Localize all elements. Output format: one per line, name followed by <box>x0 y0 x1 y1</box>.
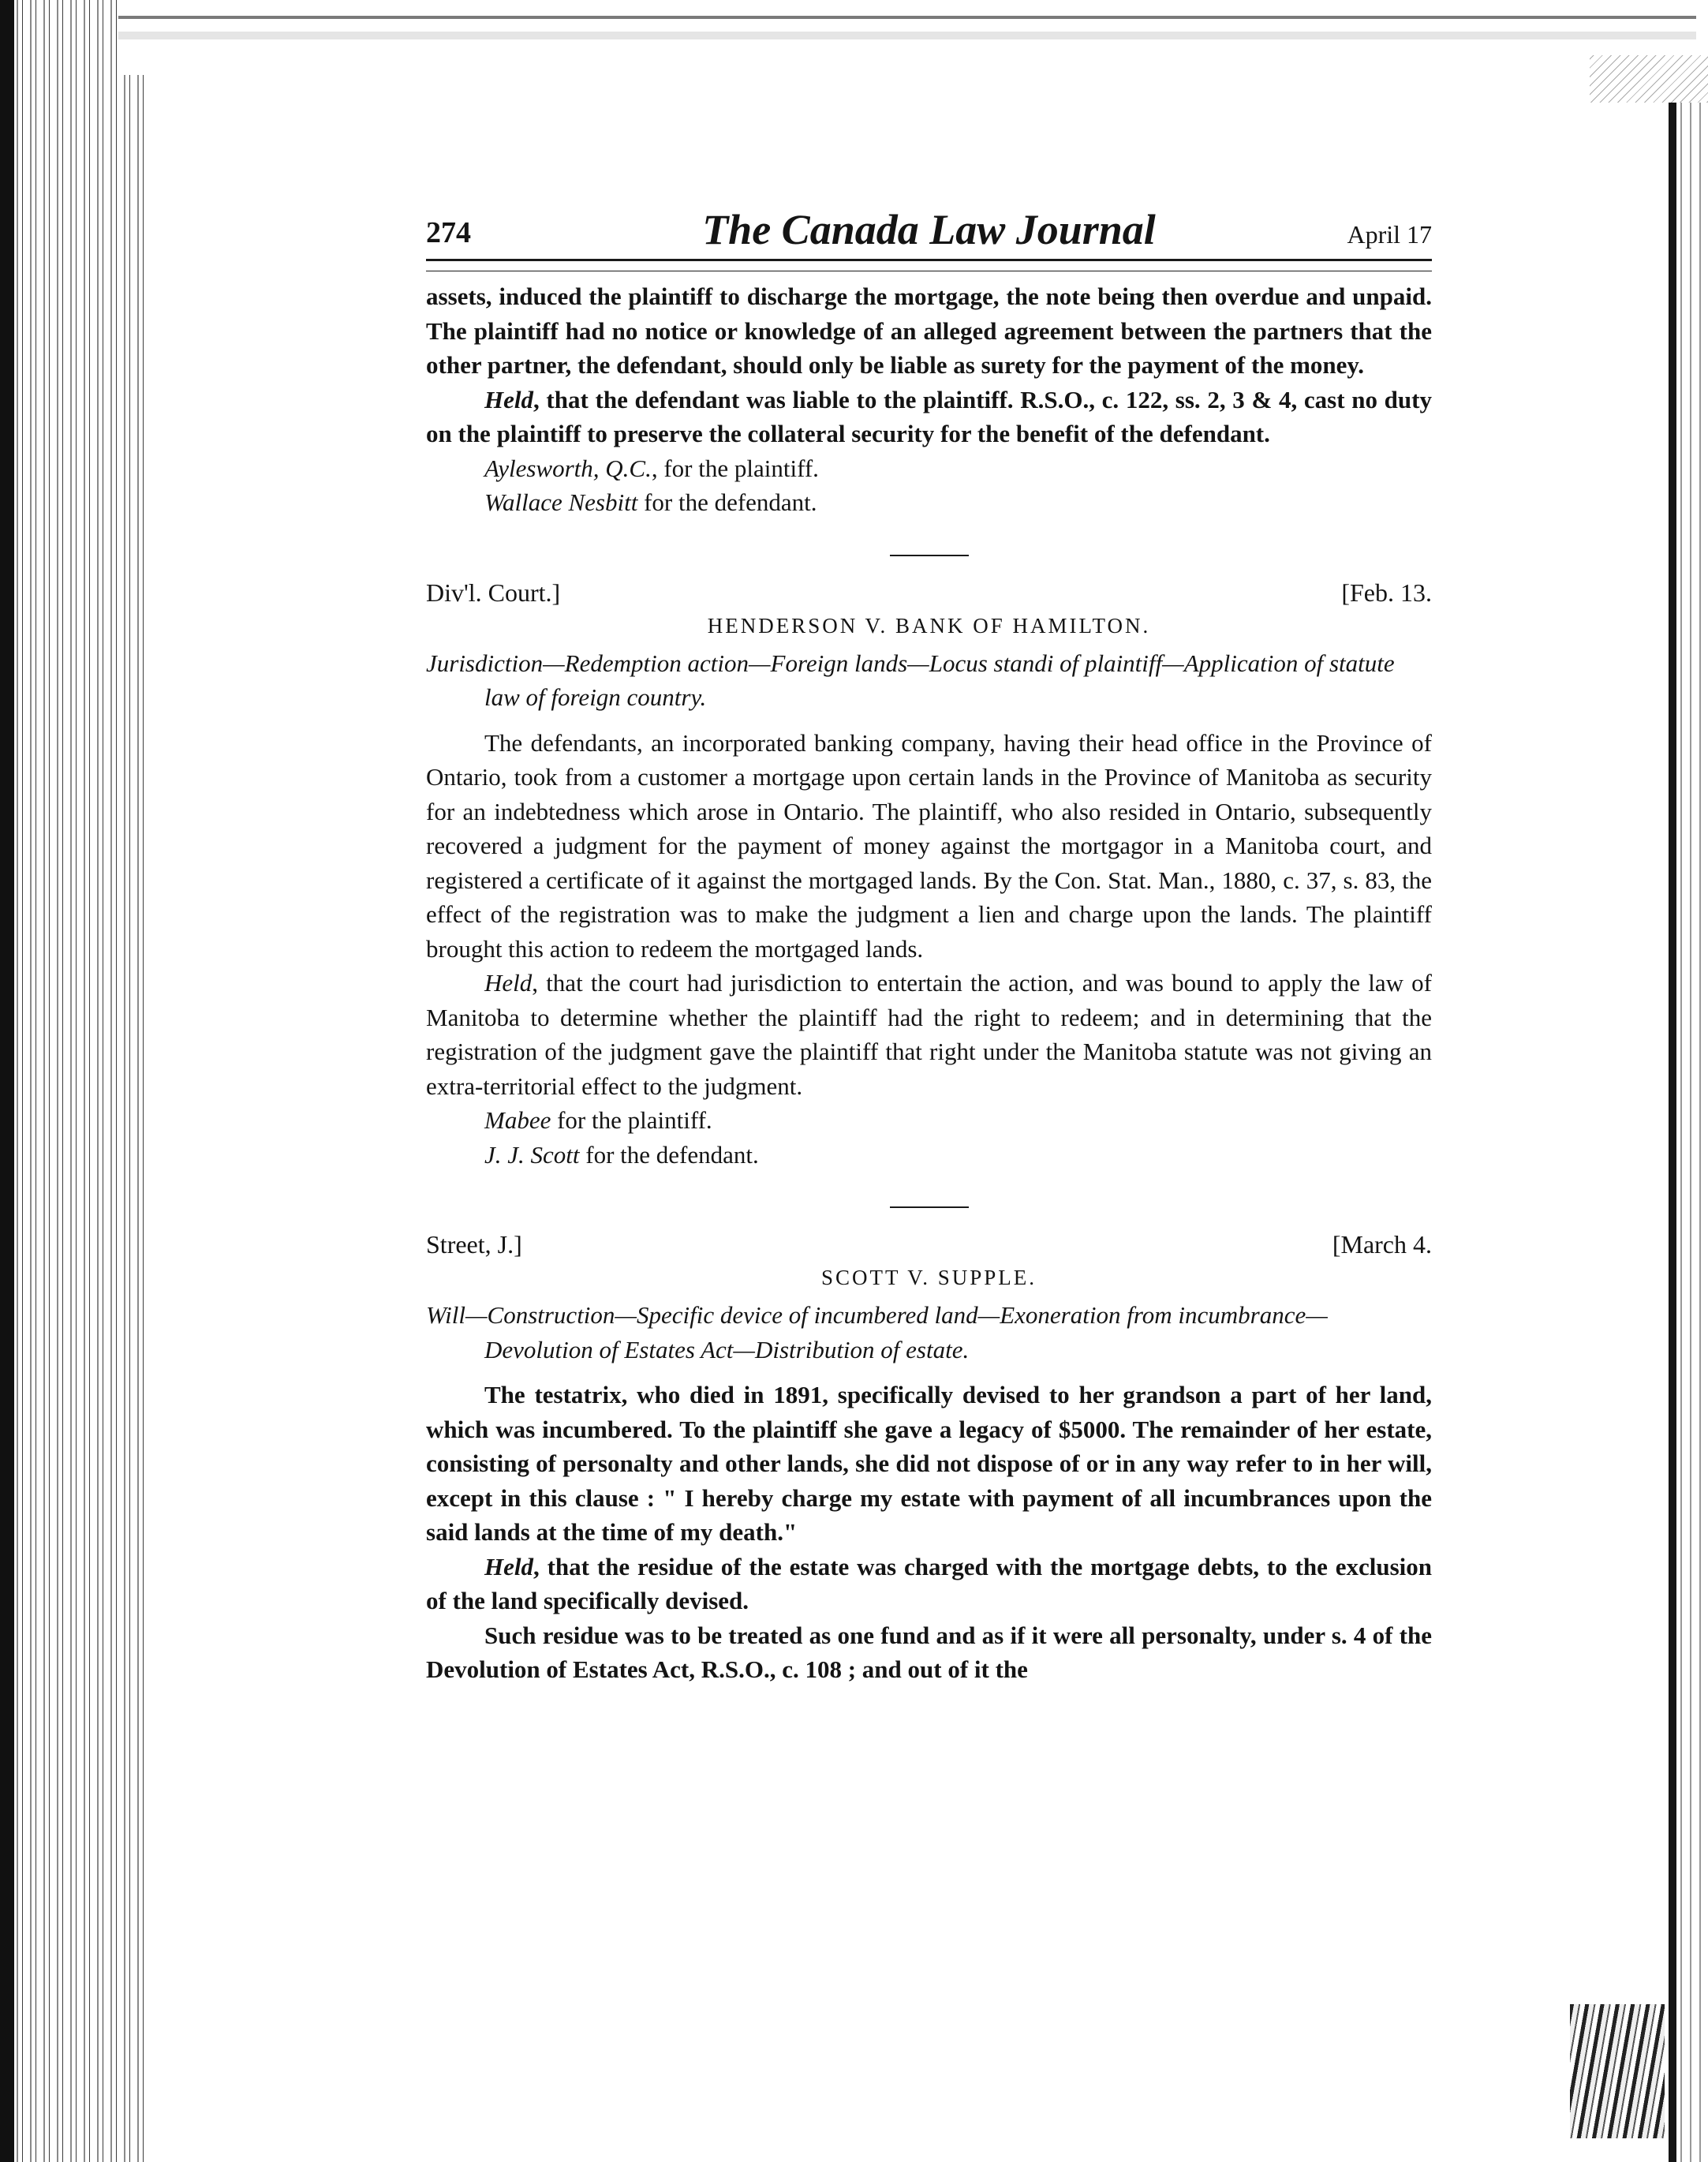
scan-edge-top <box>118 0 1696 75</box>
counsel-name: Mabee <box>484 1106 551 1134</box>
page-number: 274 <box>426 216 471 249</box>
case3-headnote: Will—Construction—Specific device of incumbered land—Exoneration from incumbrance—Devolution of Estates Act—Distribution of estate. <box>426 1301 1328 1363</box>
held-text: , that the court had jurisdiction to entertain the action, and was bound to apply the law of Manitoba to determine whether the plaintiff had the right to redeem; and in determining that the registration of the judgment gave the plaintiff that right under the Manitoba statute was not giving an extra-territorial effect to the judgment. <box>426 969 1432 1100</box>
counsel-role: for the plaintiff. <box>551 1106 712 1134</box>
case3-court-row <box>426 1227 1432 1262</box>
counsel-name: Wallace Nesbitt <box>484 488 638 516</box>
case2-date: [Feb. 13. <box>1341 578 1432 607</box>
counsel-role: , for the plaintiff. <box>651 454 819 482</box>
counsel-name: Aylesworth, Q.C. <box>484 454 652 482</box>
case2-counsel-defendant <box>484 1138 1432 1173</box>
case3-final-paragraph: Such residue was to be treated as one fund and as if it were all personalty, under s. 4 of the Devolution of Estates Act, R.S.O., c. 108 ; and out of it the <box>426 1621 1432 1683</box>
issue-date: April 17 <box>1347 220 1432 249</box>
scan-edge-right-hatch <box>1676 63 1708 2162</box>
counsel-name: J. J. Scott <box>484 1140 580 1169</box>
held-label: Held <box>484 969 533 997</box>
case3-court: Street, J.] <box>426 1230 522 1259</box>
case3-held <box>426 1550 1432 1618</box>
held-text: , that the residue of the estate was charged with the mortgage debts, to the exclusion of the land specifically devised. <box>426 1552 1432 1614</box>
case3-facts: The testatrix, who died in 1891, specifically devised to her grandson a part of her land, which was incumbered. To the plaintiff she gave a legacy of $5000. The remainder of her estate, consisting of personalty and other lands, she did not dispose of or in any way refer to in her will, except in this clause : " I hereby charge my estate with payment of all incumbrances upon the said lands at the time of my death." <box>426 1381 1432 1546</box>
scan-edge-left-fade <box>150 0 174 2162</box>
held-label: Held <box>484 385 533 413</box>
case1-paragraph: assets, induced the plaintiff to discharge the mortgage, the note being then overdue and unpaid. The plaintiff had no notice or knowledge of an alleged agreement between the partners that the other partner, the defendant, should only be liable as surety for the payment of the money. <box>426 282 1432 379</box>
scan-corner-bottom-right <box>1570 2004 1665 2138</box>
header-rule <box>426 259 1432 261</box>
held-label: Held <box>484 1552 533 1580</box>
case2-title: HENDERSON V. BANK OF HAMILTON. <box>707 613 1151 638</box>
held-text: , that the defendant was liable to the plaintiff. R.S.O., c. 122, ss. 2, 3 & 4, cast no duty on the plaintiff to preserve the collateral security for the benefit of the defendant. <box>426 385 1432 447</box>
case2-held <box>426 966 1432 1103</box>
scan-edge-right <box>1669 63 1676 2162</box>
case1-held <box>426 383 1432 451</box>
case2-court: Div'l. Court.] <box>426 578 561 607</box>
journal-title: The Canada Law Journal <box>702 206 1156 253</box>
case2-court-row <box>426 575 1432 610</box>
section-separator <box>890 555 969 556</box>
scan-edge-left-dark <box>0 0 14 2162</box>
case2-facts: The defendants, an incorporated banking company, having their head office in the Province of Ontario, took from a customer a mortgage upon certain lands in the Province of Manitoba as security for an indebtedness which arose in Ontario. The plaintiff, who also resided in Ontario, subsequently recovered a judgment for the payment of money against the mortgagor in a Manitoba court, and registered a certificate of it against the mortgaged lands. By the Con. Stat. Man., 1880, c. 37, s. 83, the effect of the registration was to make the judgment a lien and charge upon the lands. The plaintiff brought this action to redeem the mortgaged lands. <box>426 728 1432 963</box>
case1-counsel-defendant <box>484 485 1432 520</box>
scan-edge-right-top <box>1590 55 1708 103</box>
counsel-role: for the defendant. <box>637 488 817 516</box>
case3-title: SCOTT V. SUPPLE. <box>820 1266 1037 1289</box>
counsel-role: for the defendant. <box>579 1140 759 1169</box>
case2-headnote: Jurisdiction—Redemption action—Foreign lands—Locus standi of plaintiff—Application of statute law of foreign country. <box>426 649 1395 711</box>
scan-edge-left <box>0 0 150 2162</box>
case1-counsel-plaintiff <box>484 451 1432 486</box>
case2-counsel-plaintiff <box>484 1103 1432 1138</box>
page-body <box>426 201 1432 1687</box>
running-header <box>426 201 1432 256</box>
section-separator <box>890 1206 969 1208</box>
case3-date: [March 4. <box>1332 1230 1432 1259</box>
